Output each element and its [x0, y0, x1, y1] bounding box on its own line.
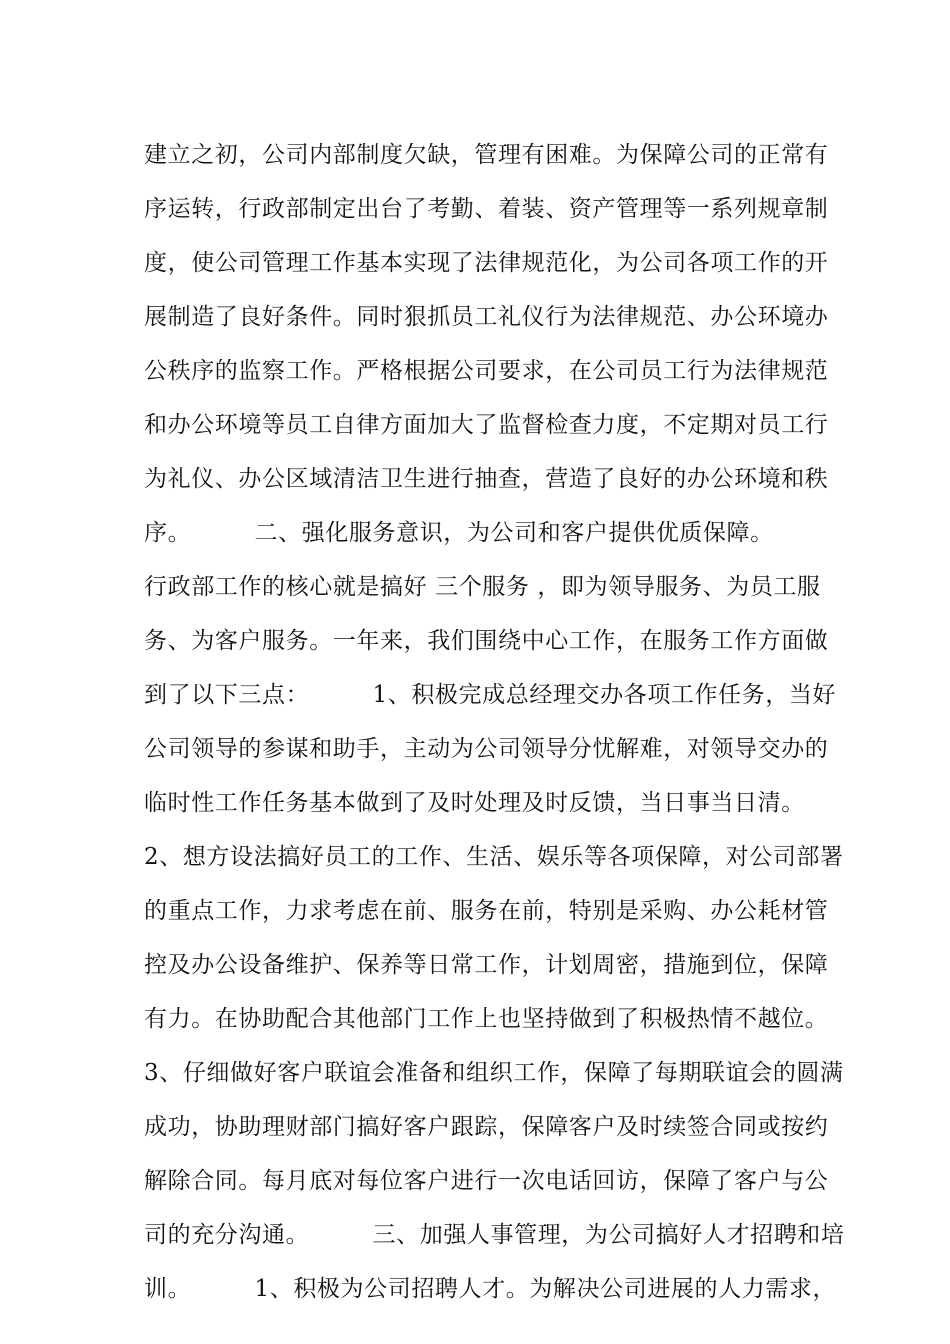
- text-line: 和办公环境等员工自律方面加大了监督检查力度，不定期对员工行: [144, 412, 829, 438]
- text-line: 解除合同。每月底对每位客户进行一次电话回访，保障了客户与公: [144, 1168, 829, 1194]
- text-line: 展制造了良好条件。同时狠抓员工礼仪行为法律规范、办公环境办: [144, 304, 829, 330]
- text-line: 2、想方设法搞好员工的工作、生活、娱乐等各项保障，对公司部署: [144, 844, 844, 870]
- text-line: 行政部工作的核心就是搞好 三个服务 ，即为领导服务、为员工服: [144, 574, 821, 600]
- text-line: 为礼仪、办公区域清洁卫生进行抽查，营造了良好的办公环境和秩: [144, 466, 829, 492]
- text-line: 有力。在协助配合其他部门工作上也坚持做到了积极热情不越位。: [144, 1006, 829, 1032]
- text-line: 公秩序的监察工作。严格根据公司要求，在公司员工行为法律规范: [144, 358, 829, 384]
- text-line: 序运转，行政部制定出台了考勤、着装、资产管理等一系列规章制: [144, 196, 829, 222]
- text-line: 度，使公司管理工作基本实现了法律规范化，为公司各项工作的开: [144, 250, 829, 276]
- text-line: 成功，协助理财部门搞好客户跟踪，保障客户及时续签合同或按约: [144, 1114, 829, 1140]
- body-text: [144, 128, 845, 1316]
- text-line: 建立之初，公司内部制度欠缺，管理有困难。为保障公司的正常有: [144, 142, 829, 168]
- text-line: 临时性工作任务基本做到了及时处理及时反馈，当日事当日清。: [144, 790, 805, 816]
- text-line: 训。 1、积极为公司招聘人才。为解决公司进展的人力需求，: [144, 1276, 837, 1302]
- text-line: 司的充分沟通。 三、加强人事管理，为公司搞好人才招聘和培: [144, 1222, 845, 1248]
- text-line: 到了以下三点： 1、积极完成总经理交办各项工作任务，当好: [144, 682, 837, 708]
- text-line: 控及办公设备维护、保养等日常工作，计划周密，措施到位，保障: [144, 952, 829, 978]
- text-line: 3、仔细做好客户联谊会准备和组织工作，保障了每期联谊会的圆满: [144, 1060, 844, 1086]
- text-line: 务、为客户服务。一年来，我们围绕中心工作，在服务工作方面做: [144, 628, 829, 654]
- text-line: 的重点工作，力求考虑在前、服务在前，特别是采购、办公耗材管: [144, 898, 829, 924]
- text-line: 序。 二、强化服务意识，为公司和客户提供优质保障。: [144, 520, 774, 546]
- text-line: 公司领导的参谋和助手，主动为公司领导分忧解难，对领导交办的: [144, 736, 829, 762]
